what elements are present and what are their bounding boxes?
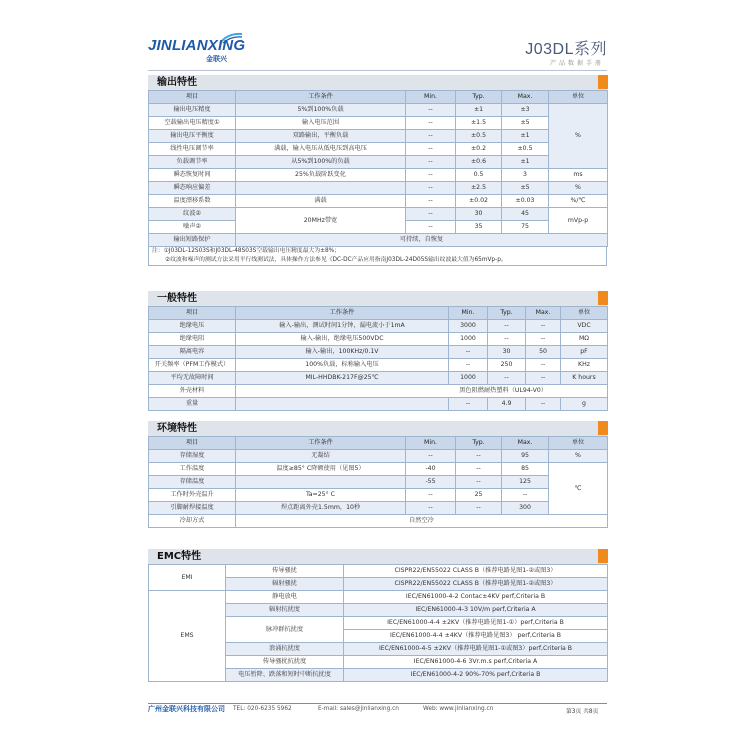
- header-cell: Typ.: [488, 307, 526, 320]
- table-cell: --: [449, 398, 488, 411]
- header-cell: Max.: [526, 307, 561, 320]
- table-cell: 输出电压平衡度: [149, 130, 236, 143]
- footer-email[interactable]: E-mail: sales@jinlianxing.cn: [318, 706, 399, 712]
- emc-section: [148, 549, 607, 682]
- section-title: 环境特性: [157, 423, 197, 434]
- table-cell: 5%到100%负载: [236, 104, 406, 117]
- table-cell: 空载输出电压精度①: [149, 117, 236, 130]
- table-cell: IEC/EN61000-4-6 3Vr.m.s perf,Criteria A: [344, 656, 608, 669]
- table-header-row: [149, 437, 608, 450]
- table-cell: 可持续，自恢复: [236, 234, 608, 247]
- table-cell: 35: [456, 221, 502, 234]
- table-cell: 自然空冷: [236, 515, 608, 528]
- table-cell: 重量: [149, 398, 236, 411]
- table-cell: --: [456, 463, 502, 476]
- table-cell: ±1.5: [456, 117, 502, 130]
- table-cell: --: [406, 156, 456, 169]
- table-cell: 0.5: [456, 169, 502, 182]
- table-cell: 工作时外壳温升: [149, 489, 236, 502]
- header-cell: 工作条件: [236, 437, 406, 450]
- table-cell: 输出短路保护: [149, 234, 236, 247]
- table-cell: 温度漂移系数: [149, 195, 236, 208]
- table-cell: 25%负载阶跃变化: [236, 169, 406, 182]
- table-cell: 输入-输出，绝缘电压500VDC: [236, 333, 449, 346]
- table-cell: 无凝结: [236, 450, 406, 463]
- table-cell: -40: [406, 463, 456, 476]
- table-row: [149, 489, 608, 502]
- table-cell: CISPR22/EN55022 CLASS B（推荐电路见图1-②或图3）: [344, 565, 608, 578]
- table-cell: MIL-HHDBK-217F@25℃: [236, 372, 449, 385]
- header-cell: Min.: [406, 437, 456, 450]
- table-cell: 负载调节率: [149, 156, 236, 169]
- table-cell: -55: [406, 476, 456, 489]
- footer-tel: TEL: 020-6235 5962: [233, 706, 292, 712]
- table-cell: 开关频率（PFM工作模式）: [149, 359, 236, 372]
- environment-table: [148, 436, 608, 528]
- unit-cell: %: [549, 104, 608, 169]
- logo-text: JINLIANXING: [148, 37, 246, 54]
- section-header: [148, 75, 607, 90]
- table-cell: --: [526, 320, 561, 333]
- table-cell: --: [406, 208, 456, 221]
- table-cell: 平均无故障时间: [149, 372, 236, 385]
- table-cell: 输入-输出，100KHz/0.1V: [236, 346, 449, 359]
- table-cell: 满载: [236, 195, 406, 208]
- table-cell: ±0.03: [502, 195, 549, 208]
- table-cell: 纹波②: [149, 208, 236, 221]
- table-cell: CISPR22/EN55022 CLASS B（推荐电路见图1-②或图3）: [344, 578, 608, 591]
- table-cell: %: [549, 450, 608, 463]
- table-cell: 100%负载，标称输入电压: [236, 359, 449, 372]
- table-row: [149, 143, 608, 156]
- general-table: [148, 306, 608, 411]
- table-cell: --: [488, 320, 526, 333]
- note-line: 注：①J03DL-12S03S和J03DL-48S03S空载输出电压精度最大为±8%；: [152, 248, 340, 254]
- environment-section: [148, 421, 607, 528]
- header-cell: 项目: [149, 437, 236, 450]
- table-row: [149, 346, 608, 359]
- table-cell: 30: [488, 346, 526, 359]
- table-row: [149, 359, 608, 372]
- table-cell: 25: [456, 489, 502, 502]
- table-cell: IEC/EN61000-4-5 ±2KV（推荐电路见图1-①或图3）perf,Criteria B: [344, 643, 608, 656]
- table-row: [149, 208, 608, 221]
- table-cell: 50: [526, 346, 561, 359]
- table-cell: 外壳材料: [149, 385, 236, 398]
- table-cell: --: [456, 476, 502, 489]
- table-cell: 瞬态响应偏差: [149, 182, 236, 195]
- table-cell: 辐射抗扰度: [226, 604, 344, 617]
- table-cell: --: [406, 117, 456, 130]
- table-cell: 冷却方式: [149, 515, 236, 528]
- emc-table: [148, 564, 608, 682]
- table-cell: 125: [502, 476, 549, 489]
- table-row: [149, 169, 608, 182]
- table-cell: [236, 476, 406, 489]
- table-cell: --: [406, 143, 456, 156]
- table-row: [149, 117, 608, 130]
- table-cell: IEC/EN61000-4-2 90%-70% perf,Criteria B: [344, 669, 608, 682]
- category-cell: EMS: [149, 591, 226, 682]
- table-cell: 3000: [449, 320, 488, 333]
- section-tab-marker: [598, 75, 608, 89]
- category-cell: EMI: [149, 565, 226, 591]
- section-tab-marker: [598, 291, 608, 305]
- table-cell: IEC/EN61000-4-3 10V/m perf,Criteria A: [344, 604, 608, 617]
- table-cell: 电压暂降、跌落和短时中断抗扰度: [226, 669, 344, 682]
- table-cell: ±3: [502, 104, 549, 117]
- table-row: [149, 398, 608, 411]
- header-rule: [148, 70, 607, 71]
- section-tab-marker: [598, 421, 608, 435]
- table-cell: 20MHz带宽: [236, 208, 406, 234]
- header-cell: Min.: [449, 307, 488, 320]
- table-cell: 线性电压调节率: [149, 143, 236, 156]
- table-cell: 绝缘电阻: [149, 333, 236, 346]
- table-cell: 静电放电: [226, 591, 344, 604]
- table-cell: K hours: [561, 372, 608, 385]
- header-cell: 单位: [549, 91, 608, 104]
- table-cell: --: [449, 359, 488, 372]
- table-cell: 脉冲群抗扰度: [226, 617, 344, 643]
- table-cell: ±5: [502, 117, 549, 130]
- table-row: [149, 195, 608, 208]
- table-header-row: [149, 91, 608, 104]
- table-cell: 引脚耐焊接温度: [149, 502, 236, 515]
- table-cell: --: [406, 221, 456, 234]
- table-row: [149, 463, 608, 476]
- table-cell: --: [526, 398, 561, 411]
- header-cell: 工作条件: [236, 91, 406, 104]
- table-row: [149, 565, 608, 578]
- table-cell: VDC: [561, 320, 608, 333]
- header-cell: Typ.: [456, 437, 502, 450]
- table-cell: 85: [502, 463, 549, 476]
- table-cell: --: [488, 372, 526, 385]
- table-cell: --: [449, 346, 488, 359]
- table-cell: ±1: [502, 156, 549, 169]
- table-cell: ±0.02: [456, 195, 502, 208]
- table-cell: 传导骚扰: [226, 565, 344, 578]
- table-cell: --: [406, 104, 456, 117]
- header-cell: 工作条件: [236, 307, 449, 320]
- table-cell: ±2.5: [456, 182, 502, 195]
- table-cell: 温度≥85° C降额使用（见图5）: [236, 463, 406, 476]
- document-subtitle: 产品数据手册: [549, 60, 604, 67]
- header-cell: 单位: [549, 437, 608, 450]
- table-cell: --: [488, 333, 526, 346]
- general-section: [148, 291, 607, 411]
- table-cell: 95: [502, 450, 549, 463]
- header-cell: 项目: [149, 307, 236, 320]
- table-cell: ms: [549, 169, 608, 182]
- table-row: [149, 372, 608, 385]
- header-cell: 项目: [149, 91, 236, 104]
- table-cell: --: [456, 450, 502, 463]
- header-cell: 单位: [561, 307, 608, 320]
- table-cell: --: [406, 182, 456, 195]
- section-header: [148, 549, 607, 564]
- table-cell: --: [406, 450, 456, 463]
- table-cell: 满载，输入电压从低电压到高电压: [236, 143, 406, 156]
- table-row: [149, 591, 608, 604]
- header-cell: Max.: [502, 91, 549, 104]
- table-cell: --: [406, 489, 456, 502]
- table-cell: 噪声②: [149, 221, 236, 234]
- output-section: [148, 75, 607, 266]
- table-row: [149, 333, 608, 346]
- table-cell: ±0.5: [502, 143, 549, 156]
- table-cell: 焊点距离外壳1.5mm，10秒: [236, 502, 406, 515]
- section-title: 一般特性: [157, 293, 197, 304]
- table-cell: ±1: [502, 130, 549, 143]
- footer-company: 广州金联兴科技有限公司: [148, 705, 225, 713]
- table-cell: --: [526, 333, 561, 346]
- footer-page-number: 第3页 共8页: [566, 709, 599, 715]
- table-row: [149, 104, 608, 117]
- output-table: [148, 90, 608, 247]
- table-row: [149, 515, 608, 528]
- table-cell: --: [406, 130, 456, 143]
- table-row: [149, 385, 608, 398]
- table-cell: g: [561, 398, 608, 411]
- table-cell: ±1: [456, 104, 502, 117]
- table-cell: 传导骚扰抗扰度: [226, 656, 344, 669]
- table-cell: --: [406, 169, 456, 182]
- table-header-row: [149, 307, 608, 320]
- notes-block: [148, 247, 607, 266]
- table-cell: 从5%到100%的负载: [236, 156, 406, 169]
- table-cell: --: [406, 195, 456, 208]
- table-row: [149, 476, 608, 489]
- table-cell: 4.9: [488, 398, 526, 411]
- header-cell: Typ.: [456, 91, 502, 104]
- table-cell: 浪涌抗扰度: [226, 643, 344, 656]
- table-cell: [236, 182, 406, 195]
- table-row: [149, 156, 608, 169]
- footer-web[interactable]: Web: www.jinlianxing.cn: [423, 706, 494, 712]
- table-cell: ±0.6: [456, 156, 502, 169]
- unit-cell: ℃: [549, 463, 608, 515]
- table-cell: %: [549, 182, 608, 195]
- table-cell: ±0.2: [456, 143, 502, 156]
- table-cell: ±0.5: [456, 130, 502, 143]
- table-row: [149, 502, 608, 515]
- table-cell: --: [526, 372, 561, 385]
- table-cell: 工作温度: [149, 463, 236, 476]
- table-cell: KHz: [561, 359, 608, 372]
- table-cell: 输入电压范围: [236, 117, 406, 130]
- table-cell: IEC/EN61000-4-4 ±4KV（推荐电路见图3） perf,Criteria B: [344, 630, 608, 643]
- table-cell: 45: [502, 208, 549, 221]
- table-cell: Ta=25° C: [236, 489, 406, 502]
- table-cell: 隔离电容: [149, 346, 236, 359]
- table-cell: 3: [502, 169, 549, 182]
- table-cell: mVp-p: [549, 208, 608, 234]
- company-logo: [148, 37, 248, 65]
- section-header: [148, 291, 607, 306]
- table-cell: 75: [502, 221, 549, 234]
- table-cell: 辐射骚扰: [226, 578, 344, 591]
- table-cell: pF: [561, 346, 608, 359]
- table-cell: [236, 398, 449, 411]
- logo-subtext: 金联兴: [206, 55, 227, 63]
- table-cell: IEC/EN61000-4-4 ±2KV（推荐电路见图1-①）perf,Criteria B: [344, 617, 608, 630]
- table-cell: --: [502, 489, 549, 502]
- table-cell: ±5: [502, 182, 549, 195]
- table-row: [149, 450, 608, 463]
- table-row: [149, 234, 608, 247]
- table-cell: 30: [456, 208, 502, 221]
- table-cell: IEC/EN61000-4-2 Contac±4KV perf,Criteria B: [344, 591, 608, 604]
- document-title: J03DL系列: [525, 41, 607, 58]
- table-cell: 输入-输出，测试时间1分钟，漏电流小于1mA: [236, 320, 449, 333]
- table-cell: 1000: [449, 333, 488, 346]
- note-line: ②纹波和噪声的测试方法采用平行线测试法，具体操作方法参见《DC-DC产品应用指南J03DL-24D05S输出纹波最大值为65mVp-p。: [165, 257, 507, 263]
- header-cell: Min.: [406, 91, 456, 104]
- table-cell: 绝缘电压: [149, 320, 236, 333]
- section-tab-marker: [598, 549, 608, 563]
- table-row: [149, 182, 608, 195]
- table-cell: --: [526, 359, 561, 372]
- table-cell: --: [406, 502, 456, 515]
- table-cell: 存储温度: [149, 476, 236, 489]
- table-cell: 输出电压精度: [149, 104, 236, 117]
- section-header: [148, 421, 607, 436]
- table-cell: 250: [488, 359, 526, 372]
- table-cell: 300: [502, 502, 549, 515]
- table-row: [149, 320, 608, 333]
- section-title: EMC特性: [157, 551, 202, 562]
- header-cell: Max.: [502, 437, 549, 450]
- table-cell: 双路输出，平衡负载: [236, 130, 406, 143]
- table-cell: 1000: [449, 372, 488, 385]
- table-cell: 存储湿度: [149, 450, 236, 463]
- table-cell: %/℃: [549, 195, 608, 208]
- table-cell: 瞬态恢复时间: [149, 169, 236, 182]
- table-cell: MΩ: [561, 333, 608, 346]
- table-row: [149, 130, 608, 143]
- table-cell: --: [456, 502, 502, 515]
- section-title: 输出特性: [157, 77, 197, 88]
- table-cell: 黑色阻燃耐热塑料（UL94-V0）: [236, 385, 608, 398]
